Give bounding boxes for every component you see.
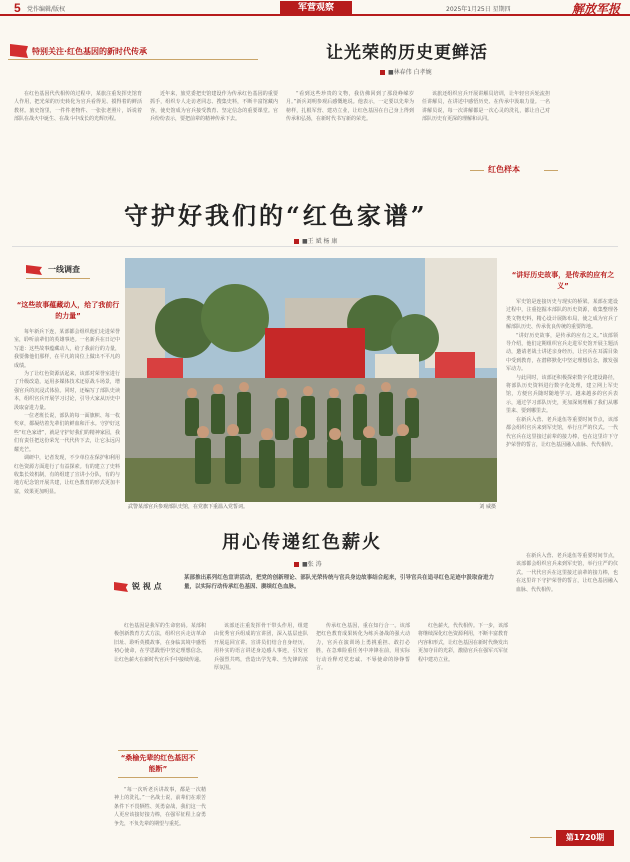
tag-ornament <box>470 160 560 182</box>
issue-date: 2025年1月25日 星期四 <box>446 6 511 13</box>
quote-left: “这些故事蕴藏动人，给了我前行的力量” <box>16 301 120 320</box>
photo-credit: 刘 威摄 <box>479 504 496 510</box>
article1-column: 该旅还组织官兵开展讲解员培训，让年轻官兵轮流担任讲解员，在讲述中感悟历史、在传承中汲取力量。一名讲解员说，每一次讲解都是一次心灵的洗礼，都让自己对部队历史有更深的理解和认同。 <box>422 91 550 123</box>
divider <box>12 246 618 247</box>
divider <box>8 59 258 60</box>
article3-column: 红色基因是我军的生命密码。某部积极创新教育方式方法，组织官兵走访革命旧址、聆听英模故事，在身临其境中感悟初心使命，在学思践悟中坚定理想信念，让红色薪火在新时代官兵手中接续传递。 <box>114 623 206 663</box>
flag-icon <box>26 265 42 275</box>
quote-right: “讲好历史故事，是传承的应有之义” <box>511 271 615 290</box>
paragraph: 在新兵入营、老兵退伍等重要时间节点，该部都会组织官兵来到军史馆，举行庄严的仪式。一代代官兵在这里接过前辈的接力棒，也在这里许下守护荣誉的誓言，让红色基因融入血脉、代代相传。 <box>506 416 618 448</box>
flag-icon <box>10 44 28 58</box>
article1-column: 在红色基因代代相传的过程中，某旅注重发挥史馆育人作用，把光荣的历史转化为官兵看得见、摸得着的鲜活教材。旅史馆里，一件件老物件、一张张老照片，诉说着部队在战火中诞生、在战斗中成长的光辉历程。 <box>14 91 142 123</box>
pull-quote: “桑榆先辈的红色基因不能断” <box>118 748 198 780</box>
paragraph: 每年新兵下连，某部都会组织他们走进荣誉室，聆听前辈们的英雄事迹。一名新兵在日记中写道：这些故事蕴藏动人，给了我前行的力量，我要像他们那样，在平凡的岗位上做出不平凡的成绩。 <box>14 329 120 369</box>
article2-title: 守护好我们的“红色家谱” <box>124 201 428 230</box>
subheading-label: 锐 视 点 <box>132 582 162 591</box>
subheading <box>114 580 174 594</box>
divider <box>544 170 558 171</box>
newspaper-logo: 解放军报 <box>572 2 621 16</box>
divider <box>530 837 552 838</box>
side-heading <box>20 264 100 276</box>
article2-right-continued: 在新兵入营、老兵退伍等重要时间节点，该部都会组织官兵来到军史馆，举行庄严的仪式。一代代官兵在这里接过前辈的接力棒，也在这里许下守护荣誉的誓言，让红色基因融入血脉、代代相传。 <box>516 553 618 593</box>
article1-title: 让光荣的历史更鲜活 <box>326 43 488 63</box>
article3-lead: 某部推出系列红色宣讲活动，把党的创新理论、部队光荣传统与官兵身边故事结合起来，引导官兵在追寻红色足迹中汲取奋进力量，以实际行动传承红色基因、赓续红色血脉。 <box>184 575 494 590</box>
paragraph: 为了让红色资源活起来，该部对荣誉室进行了升级改造，运用多媒体技术还原战斗场景，增强官兵的沉浸式体验。同时，还编写了部队史读本，组织官兵开展学习讨论，引导大家从历史中汲取奋进力量。 <box>14 371 120 411</box>
article3-byline: ■张 涛 <box>294 559 322 568</box>
article3-column: 传承红色基因，重在知行合一。该部把红色教育成果转化为练兵备战的强大动力，官兵在演训场上勇挑重担、敢打必胜，在急难险重任务中冲锋在前，用实际行动诠释对党忠诚、不辱使命的铮铮誓言。 <box>316 623 410 672</box>
photo-caption <box>128 503 496 510</box>
paragraph: 调研中，记者发现，不少单位在保护和利用红色资源方面进行了有益探索。有的建立了史料收集长效机制，有的组建了宣讲小分队，有的与地方纪念馆开展共建，让红色教育的形式更加丰富，效果更加明显。 <box>14 455 120 495</box>
paragraph: 军史馆是连接历史与现实的桥梁。某部在建设过程中，注重挖掘本部队的历史资源，收集整理各类文物史料，精心设计展陈布局，使之成为官兵了解部队历史、传承优良传统的重要阵地。 <box>506 299 618 331</box>
paragraph: 与此同时，该部还积极探索数字化建设路径，将部队历史资料进行数字化处理，建立网上军史馆，方便官兵随时随地学习。越来越多的官兵表示，通过学习部队历史，更加深刻理解了我们从哪里来、要到哪里去。 <box>506 374 618 415</box>
news-photo <box>125 258 497 502</box>
banner-label: 特别关注·红色基因的新时代传承 <box>32 47 148 56</box>
paragraph: 一位老班长说，部队的每一面旗帜、每一枚奖章，都凝结着先辈们的鲜血和汗水。守护好这些“红色家谱”，就是守护好我们的精神家园，我们有责任把这份荣光一代代传下去，让它永远闪耀光芒。 <box>14 413 120 453</box>
section-label: 党作编辑/版权 <box>27 6 66 13</box>
article1-byline: ■林春伟 白孝婉 <box>380 67 432 76</box>
article1-column: 近年来，旅党委把史馆建设作为传承红色基因的重要抓手，组织专人走访老同志、搜集史料，不断丰富馆藏内容，使史馆成为官兵接受教育、坚定信念的重要课堂。官兵纷纷表示，要把前辈的精神传承下去。 <box>150 91 278 123</box>
article3-column: “每一次听老兵讲故事，都是一次精神上的洗礼。”一名战士说，前辈们在艰苦条件下不畏牺牲、英勇奋战，我们这一代人更应该接好接力棒，在强军征程上奋勇争先，不负先辈的期望与重托。 <box>114 787 206 827</box>
paragraph: “讲好历史故事，是传承的应有之义。”该部领导介绍，他们定期组织官兵走进军史馆开展主题活动，邀请老战士讲述亲身经历，让官兵在耳濡目染中受到教育，在潜移默化中坚定理想信念，激发强军动力。 <box>506 332 618 373</box>
divider <box>26 278 90 279</box>
divider <box>470 170 484 171</box>
page-number: 5 <box>14 1 21 15</box>
article3-column: 红色薪火，代代相传。下一步，该部将继续深化红色资源利用，不断丰富教育内容和形式，让红色基因在新时代焕发出更加夺目的光彩，激励官兵在强军兴军征程中建功立业。 <box>418 623 508 663</box>
article3-title: 用心传递红色薪火 <box>222 532 382 553</box>
side-heading-label: 一线调查 <box>48 265 80 274</box>
article2-byline: ■王 斌 杨 康 <box>294 236 337 245</box>
flag-icon <box>114 582 128 592</box>
masthead <box>0 0 630 16</box>
column-title: 军营观察 <box>280 1 352 15</box>
article2-right-text <box>506 298 618 544</box>
article1-column: “看到这些珍贵的文物，我仿佛回到了那段峥嵘岁月。”新兵刘明参观后感慨地说。他表示，一定要以先辈为榜样，扎根军营、建功立业，让红色基因在自己身上得到传承和弘扬，在新时代书写新的荣光。 <box>286 91 414 123</box>
article3-column: 该部还注重发挥骨干带头作用，组建由优秀官兵组成的宣讲团，深入基层连队开展巡回宣讲。宣讲员们结合自身经历，用朴实的语言讲述身边感人事迹，引发官兵强烈共鸣，营造出学先辈、当先锋的浓厚氛围。 <box>214 623 308 672</box>
article2-left-text <box>14 328 120 542</box>
special-banner <box>0 44 270 60</box>
photo-illustration <box>125 258 497 502</box>
article1-tag: 红色样本 <box>488 164 520 174</box>
caption-text: 武警某部官兵参观部队史馆，在党旗下重温入党誓词。 <box>128 504 249 510</box>
issue-badge: 第1720期 <box>556 830 614 846</box>
